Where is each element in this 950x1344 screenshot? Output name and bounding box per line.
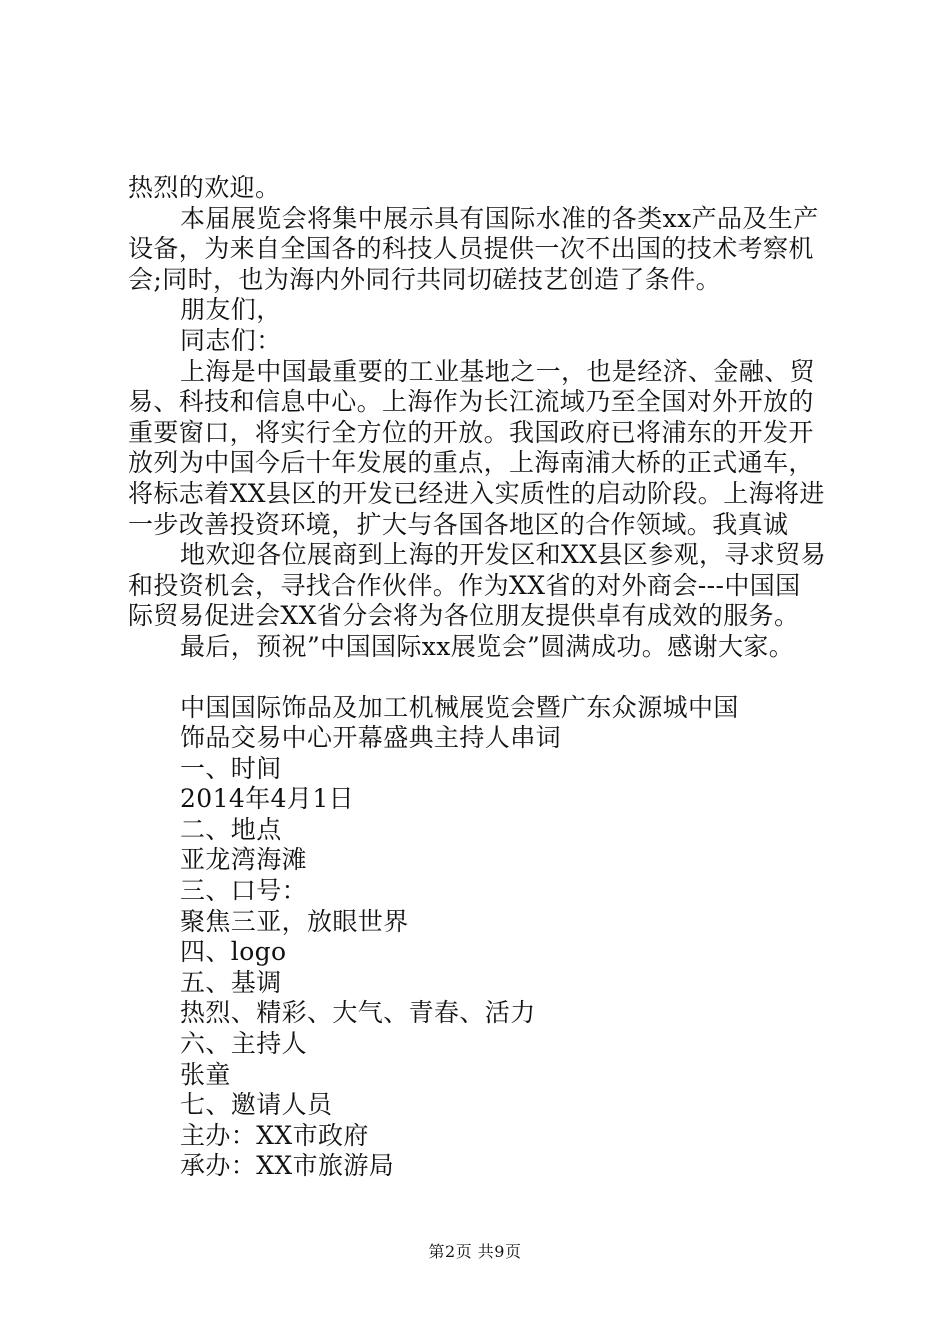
section-value: 聚焦三亚，放眼世界 [180,906,409,936]
text-line: 际贸易促进会XX省分会将为各位朋友提供卓有成效的服务。 [128,601,800,631]
section-heading: 四、logo [180,937,287,967]
section-value: 2014年4月1日 [180,784,355,814]
text-line: 上海是中国最重要的工业基地之一，也是经济、金融、贸 [180,356,816,386]
program-title-line: 中国国际饰品及加工机械展览会暨广东众源城中国 [180,692,739,722]
text-line: 最后，预祝”中国国际xx展览会”圆满成功。感谢大家。 [180,631,795,661]
greeting-line: 朋友们， [180,295,282,325]
text-line: 重要窗口，将实行全方位的开放。我国政府已将浦东的开发开 [128,417,814,447]
section-value: 张童 [180,1059,231,1089]
section-heading: 五、基调 [180,967,282,997]
section-heading: 六、主持人 [180,1029,308,1059]
text-line: 易、科技和信息中心。上海作为长江流域乃至全国对外开放的 [128,387,814,417]
text-line: 和投资机会，寻找合作伙伴。作为XX省的对外商会---中国国 [128,570,801,600]
text-line: 本届展览会将集中展示具有国际水准的各类xx产品及生产 [180,203,819,233]
section-value: 热烈、精彩、大气、青春、活力 [180,998,536,1028]
greeting-line: 同志们： [180,325,282,355]
text-line: 放列为中国今后十年发展的重点，上海南浦大桥的正式通车， [128,448,814,478]
text-line: 设备，为来自全国各的科技人员提供一次不出国的技术考察机 [128,234,814,264]
text-line: 热烈的欢迎。 [128,173,281,202]
document-body [128,173,828,1182]
section-value: 主办：XX市政府 [180,1120,369,1150]
section-value: 承办：XX市旅游局 [180,1151,395,1181]
text-line: 一步改善投资环境，扩大与各国各地区的合作领域。我真诚 [128,509,789,539]
section-heading: 七、邀请人员 [180,1090,333,1120]
section-heading: 二、地点 [180,814,282,844]
page-number-footer: 第2页 共9页 [428,1242,522,1261]
program-title-line: 饰品交易中心开幕盛典主持人串词 [180,723,562,753]
section-heading: 一、时间 [180,753,282,783]
text-line: 会;同时，也为海内外同行共同切磋技艺创造了条件。 [128,264,722,294]
text-line: 地欢迎各位展商到上海的开发区和XX县区参观，寻求贸易 [180,540,826,570]
section-spacer [128,663,828,693]
text-line: 将标志着XX县区的开发已经进入实质性的启动阶段。上海将进 [128,478,825,508]
section-value: 亚龙湾海滩 [180,845,308,875]
section-heading: 三、口号： [180,876,308,906]
